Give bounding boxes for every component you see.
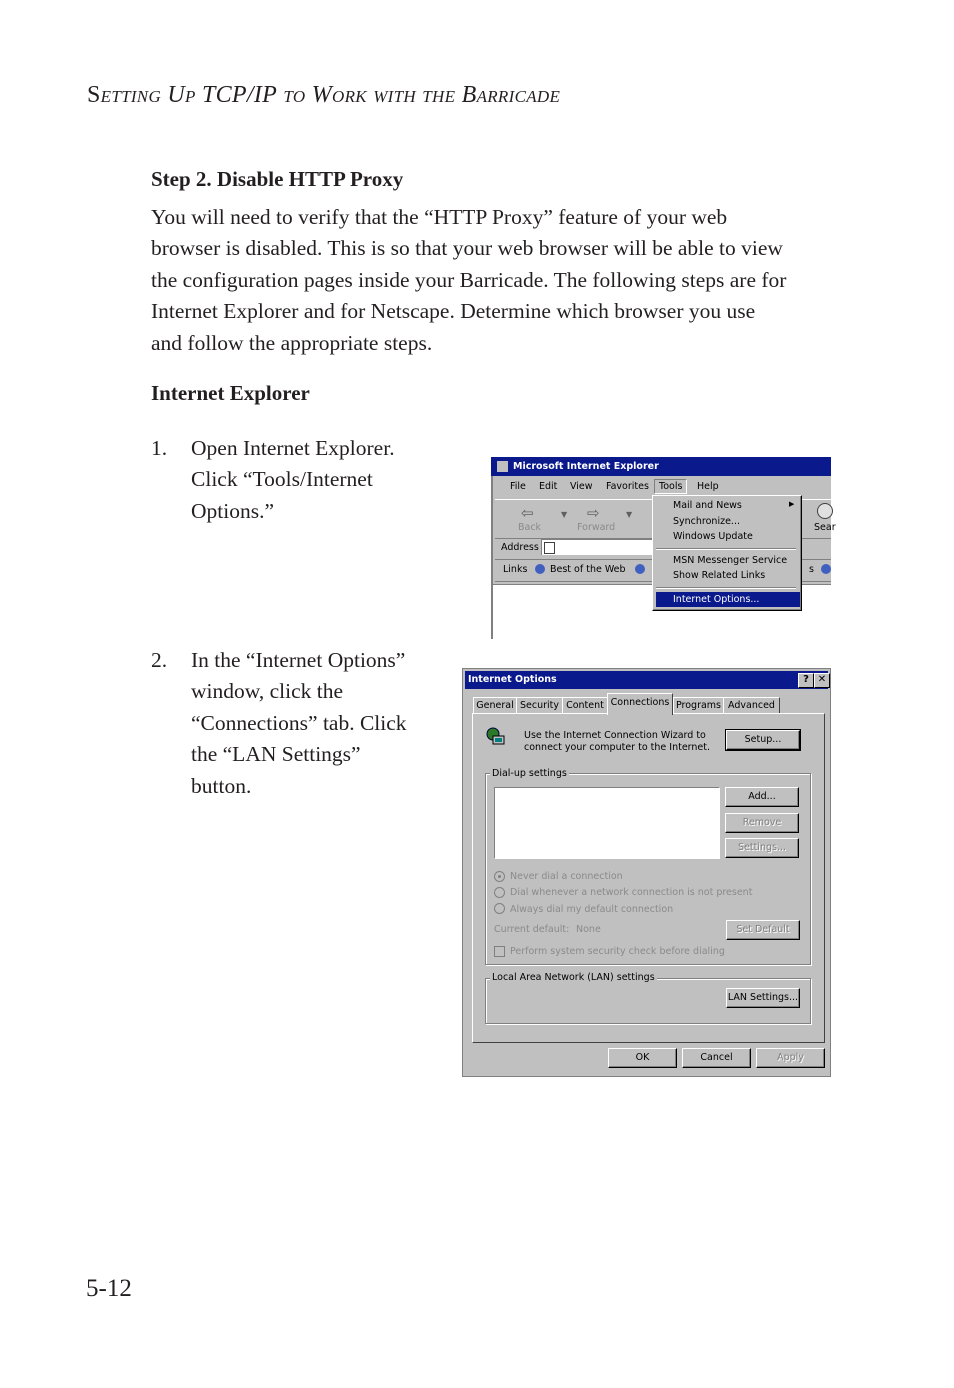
search-icon[interactable]: [817, 503, 833, 519]
dialup-label: Dial-up settings: [492, 768, 567, 779]
radio-label: Dial whenever a network connection is not present: [510, 887, 753, 898]
ie-link-icon: [821, 564, 831, 574]
menu-item-internet-options[interactable]: Internet Options...: [673, 594, 760, 605]
ok-button[interactable]: OK: [608, 1048, 677, 1068]
step-number: 1.: [151, 436, 168, 460]
intro-line: Internet Explorer and for Netscape. Determine which browser you use: [151, 299, 756, 324]
tab-content[interactable]: Content: [562, 697, 608, 714]
step-line: Click “Tools/Internet: [191, 467, 373, 492]
tab-connections[interactable]: Connections: [607, 693, 673, 715]
intro-line: You will need to verify that the “HTTP Proxy” feature of your web: [151, 205, 728, 229]
back-button[interactable]: Back: [518, 522, 542, 533]
submenu-arrow-icon: ▶: [789, 500, 795, 508]
radio-label: Always dial my default connection: [510, 904, 674, 915]
step-line: Options.”: [191, 498, 275, 523]
menu-edit[interactable]: Edit: [539, 481, 558, 492]
current-default-label: Current default:: [494, 924, 570, 935]
header-part: S: [87, 82, 101, 108]
links-item-partial[interactable]: s: [809, 564, 814, 575]
dialup-connections-list[interactable]: [494, 787, 720, 859]
close-icon[interactable]: ✕: [814, 673, 830, 688]
intro-paragraph: [151, 202, 851, 359]
menu-view[interactable]: View: [570, 481, 593, 492]
intro-line: browser is disabled. This is so that your web browser will be able to view: [151, 236, 783, 261]
radio-label: Never dial a connection: [510, 871, 623, 882]
tools-menu: [652, 495, 802, 611]
header-part: W: [305, 82, 333, 108]
header-part: arricade: [476, 82, 561, 108]
help-button[interactable]: ?: [798, 673, 814, 688]
dialog-titlebar: [465, 671, 828, 689]
menu-item-msn-messenger[interactable]: MSN Messenger Service: [673, 555, 788, 566]
step-text: [191, 433, 441, 527]
step-number: 2.: [151, 648, 168, 672]
subheading: Internet Explorer: [151, 381, 310, 405]
dialog-title: Internet Options: [468, 674, 557, 685]
lan-label: Local Area Network (LAN) settings: [492, 972, 655, 983]
security-check-checkbox[interactable]: [494, 946, 505, 957]
setup-button[interactable]: Setup...: [726, 730, 800, 750]
ie-window-screenshot: [491, 457, 836, 639]
forward-button[interactable]: Forward: [577, 522, 616, 533]
current-default-value: None: [576, 924, 601, 935]
chevron-down-icon: ▼: [626, 510, 633, 519]
radio-never-dial[interactable]: [494, 871, 505, 882]
tab-security[interactable]: Security: [516, 697, 563, 714]
ie-title: Microsoft Internet Explorer: [513, 461, 659, 472]
set-default-button[interactable]: Set Default: [726, 920, 800, 940]
menu-item-show-related-links[interactable]: Show Related Links: [673, 570, 766, 581]
wizard-text-line: connect your computer to the Internet.: [524, 742, 711, 753]
header-part: U: [161, 82, 185, 108]
connections-panel: [472, 713, 825, 1043]
remove-button[interactable]: Remove: [725, 813, 799, 833]
tab-advanced[interactable]: Advanced: [723, 697, 780, 714]
menu-separator: [656, 587, 796, 589]
settings-button[interactable]: Settings...: [725, 838, 799, 858]
address-label: Address: [501, 542, 539, 553]
step-line: “Connections” tab. Click: [191, 710, 407, 735]
menu-item-mail-news[interactable]: Mail and News: [673, 500, 742, 511]
connection-wizard-icon: [485, 726, 505, 746]
step-text: [191, 645, 441, 802]
header-part: ork with the: [332, 82, 456, 108]
menu-help[interactable]: Help: [697, 481, 719, 492]
menu-favorites[interactable]: Favorites: [606, 481, 649, 492]
cancel-button[interactable]: Cancel: [682, 1048, 751, 1068]
menu-item-synchronize[interactable]: Synchronize...: [673, 516, 740, 527]
links-best-of-web[interactable]: Best of the Web: [550, 564, 626, 575]
intro-line: the configuration pages inside your Barricade. The following steps are for: [151, 267, 787, 292]
page-icon: [544, 542, 555, 554]
intro-line: and follow the appropriate steps.: [151, 330, 433, 355]
tab-programs[interactable]: Programs: [673, 697, 724, 714]
security-check-label: Perform system security check before dialing: [510, 946, 725, 957]
step-line: Open Internet Explorer.: [191, 436, 395, 460]
search-button[interactable]: Sear: [814, 522, 836, 533]
header-part: etting: [100, 82, 162, 108]
wizard-text-line: Use the Internet Connection Wizard to: [524, 730, 706, 741]
step-line: the “LAN Settings”: [191, 742, 361, 767]
header-part: p: [184, 82, 196, 108]
radio-dial-whenever[interactable]: [494, 887, 505, 898]
step-title: Step 2. Disable HTTP Proxy: [151, 167, 404, 191]
step-line: button.: [191, 773, 252, 798]
ie-titlebar: [491, 457, 831, 476]
ie-link-icon: [635, 564, 645, 574]
ie-logo-icon: [497, 461, 508, 472]
header-part: to: [277, 82, 306, 108]
add-button[interactable]: Add...: [725, 787, 799, 807]
page-number: 5-12: [86, 1275, 132, 1302]
step-line: window, click the: [191, 679, 344, 704]
header-part: TCP/IP: [195, 82, 278, 108]
internet-options-dialog: [462, 668, 831, 1077]
back-arrow-icon[interactable]: ⇦: [521, 504, 534, 522]
header-part: B: [455, 82, 477, 108]
address-input[interactable]: [541, 539, 662, 555]
menu-separator: [656, 548, 796, 550]
step-line: In the “Internet Options”: [191, 648, 406, 672]
tab-general[interactable]: General: [473, 697, 517, 714]
apply-button[interactable]: Apply: [756, 1048, 825, 1068]
radio-always-dial[interactable]: [494, 903, 505, 914]
menu-item-windows-update[interactable]: Windows Update: [673, 531, 753, 542]
menu-file[interactable]: File: [510, 481, 526, 492]
ie-link-icon: [535, 564, 545, 574]
menu-tools[interactable]: Tools: [654, 479, 687, 494]
lan-settings-button[interactable]: LAN Settings...: [726, 988, 800, 1008]
links-label: Links: [503, 564, 528, 575]
forward-arrow-icon[interactable]: ⇨: [587, 504, 600, 522]
running-header: [87, 82, 560, 109]
chevron-down-icon: ▼: [561, 510, 568, 519]
